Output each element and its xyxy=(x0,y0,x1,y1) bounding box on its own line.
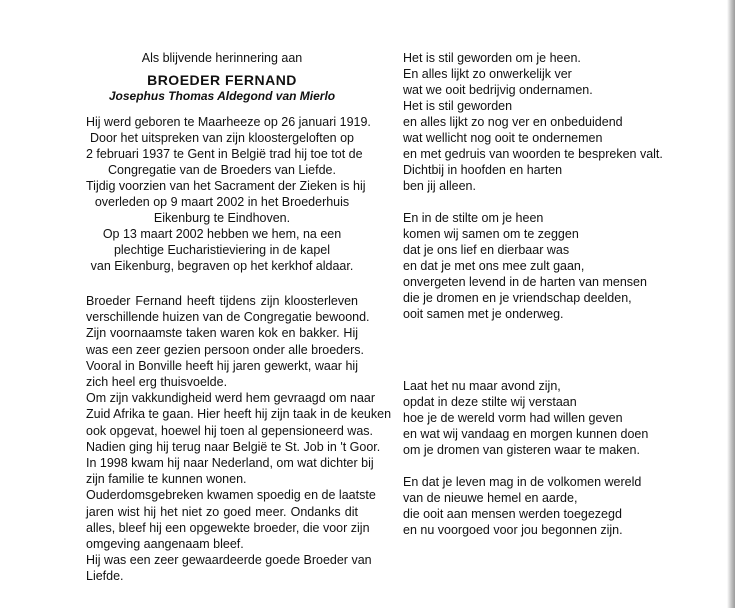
bio-line: Door het uitspreken van zijn kloostergeloften op xyxy=(89,131,355,145)
poem-stanza xyxy=(403,378,713,458)
deceased-name-title: BROEDER FERNAND xyxy=(147,72,297,88)
story-line: Ouderdomsgebreken kwamen spoedig en de laatste xyxy=(86,488,376,503)
poem-stanza xyxy=(403,210,713,322)
bio-line: Op 13 maart 2002 hebben we hem, na een xyxy=(102,227,342,241)
poem-line: En dat je leven mag in de volkomen wereld xyxy=(403,475,642,489)
poem-line: Het is stil geworden om je heen. xyxy=(403,51,581,65)
poem-line: dat je ons lief en dierbaar was xyxy=(403,243,570,257)
story-line: Zijn voornaamste taken waren kok en bakker. Hij xyxy=(86,326,358,341)
bio-line: 2 februari 1937 te Gent in België trad hij toe tot de xyxy=(86,147,363,161)
poem-line: En in de stilte om je heen xyxy=(403,211,544,225)
story-line: Zuid Afrika te gaan. Hier heeft hij zijn taak in de keuken xyxy=(86,407,392,422)
bio-line: Tijdig voorzien van het Sacrament der Zieken is hij xyxy=(86,179,366,193)
poem-line: hoe je de wereld vorm had willen geven xyxy=(403,411,623,425)
story-line: alles, bleef hij een opgewekte broeder, die voor zijn xyxy=(86,520,370,535)
bio-line: van Eikenburg, begraven op het kerkhof aldaar. xyxy=(90,259,354,273)
bio-line: Hij werd geboren te Maarheeze op 26 januari 1919. xyxy=(86,115,371,129)
story-line: ook opgevat, hoewel hij toen al gepensioneerd was. xyxy=(86,423,374,438)
right-column-poem xyxy=(403,50,713,554)
bio-line: overleden op 9 maart 2002 in het Broederhuis xyxy=(94,195,350,209)
poem-line: opdat in deze stilte wij verstaan xyxy=(403,395,577,409)
poem-line: ooit samen met je onderweg. xyxy=(403,307,564,321)
poem-line: Het is stil geworden xyxy=(403,99,513,113)
left-column xyxy=(86,50,392,585)
poem-line: die ooit aan mensen werden toegezegd xyxy=(403,507,622,521)
story-line: was een zeer gezien persoon onder alle broeders. xyxy=(86,342,364,357)
story-line: zich heel erg thuisvoelde. xyxy=(86,375,228,390)
story-line: Hij was een zeer gewaardeerde goede Broeder van xyxy=(86,553,372,568)
poem-stanza xyxy=(403,50,713,194)
poem-line: wat wellicht nog ooit te ondernemen xyxy=(403,131,603,145)
poem-line: En alles lijkt zo onwerkelijk ver xyxy=(403,67,572,81)
story-line: Om zijn vakkundigheid werd hem gevraagd om naar xyxy=(86,391,376,406)
poem-line: en alles lijkt zo nog ver en onbeduidend xyxy=(403,115,623,129)
story-line: omgeving aangenaam bleef. xyxy=(86,537,244,552)
bio-line: plechtige Eucharistieviering in de kapel xyxy=(113,243,331,257)
deceased-full-name: Josephus Thomas Aldegond van Mierlo xyxy=(108,89,336,103)
intro-line: Als blijvende herinnering aan xyxy=(141,51,303,65)
poem-line: die je dromen en je vriendschap deelden, xyxy=(403,291,632,305)
bio-line: Eikenburg te Eindhoven. xyxy=(153,211,291,225)
life-story-block xyxy=(86,293,392,585)
scan-edge-shadow xyxy=(727,0,735,608)
poem-line: Dichtbij in hoofden en harten xyxy=(403,163,563,177)
story-line: verschillende huizen van de Congregatie bewoond. xyxy=(86,310,370,325)
bio-line: Congregatie van de Broeders van Liefde. xyxy=(108,163,336,177)
story-line: In 1998 kwam hij naar Nederland, om wat dichter bij xyxy=(86,456,374,471)
poem-line: komen wij samen om te zeggen xyxy=(403,227,579,241)
story-line: jaren wist hij het niet zo goed meer. Ondanks dit xyxy=(86,504,358,519)
poem-line: Laat het nu maar avond zijn, xyxy=(403,379,561,393)
poem-line: om je dromen van gisteren waar te maken. xyxy=(403,443,640,457)
story-line: Liefde. xyxy=(86,569,124,584)
story-line: Nadien ging hij terug naar België te St. Job in 't Goor. xyxy=(86,439,381,454)
poem-line: van de nieuwe hemel en aarde, xyxy=(403,491,578,505)
story-line: Vooral in Bonville heeft hij jaren gewerkt, waar hij xyxy=(86,358,358,373)
story-line: Broeder Fernand heeft tijdens zijn kloosterleven xyxy=(86,294,358,308)
poem-line: en met gedruis van woorden te bespreken valt. xyxy=(403,147,663,161)
poem-stanza xyxy=(403,474,713,538)
biography-block xyxy=(86,114,371,274)
poem-line: en dat je met ons mee zult gaan, xyxy=(403,259,585,273)
poem-line: en wat wij vandaag en morgen kunnen doen xyxy=(403,427,649,441)
poem-line: wat we ooit bedrijvig ondernamen. xyxy=(403,83,593,97)
poem-line: ben jij alleen. xyxy=(403,179,476,193)
poem-line: onvergeten levend in de harten van mensen xyxy=(403,275,647,289)
story-line: zijn familie te kunnen wonen. xyxy=(86,472,247,487)
poem-line: en nu voorgoed voor jou begonnen zijn. xyxy=(403,523,623,537)
